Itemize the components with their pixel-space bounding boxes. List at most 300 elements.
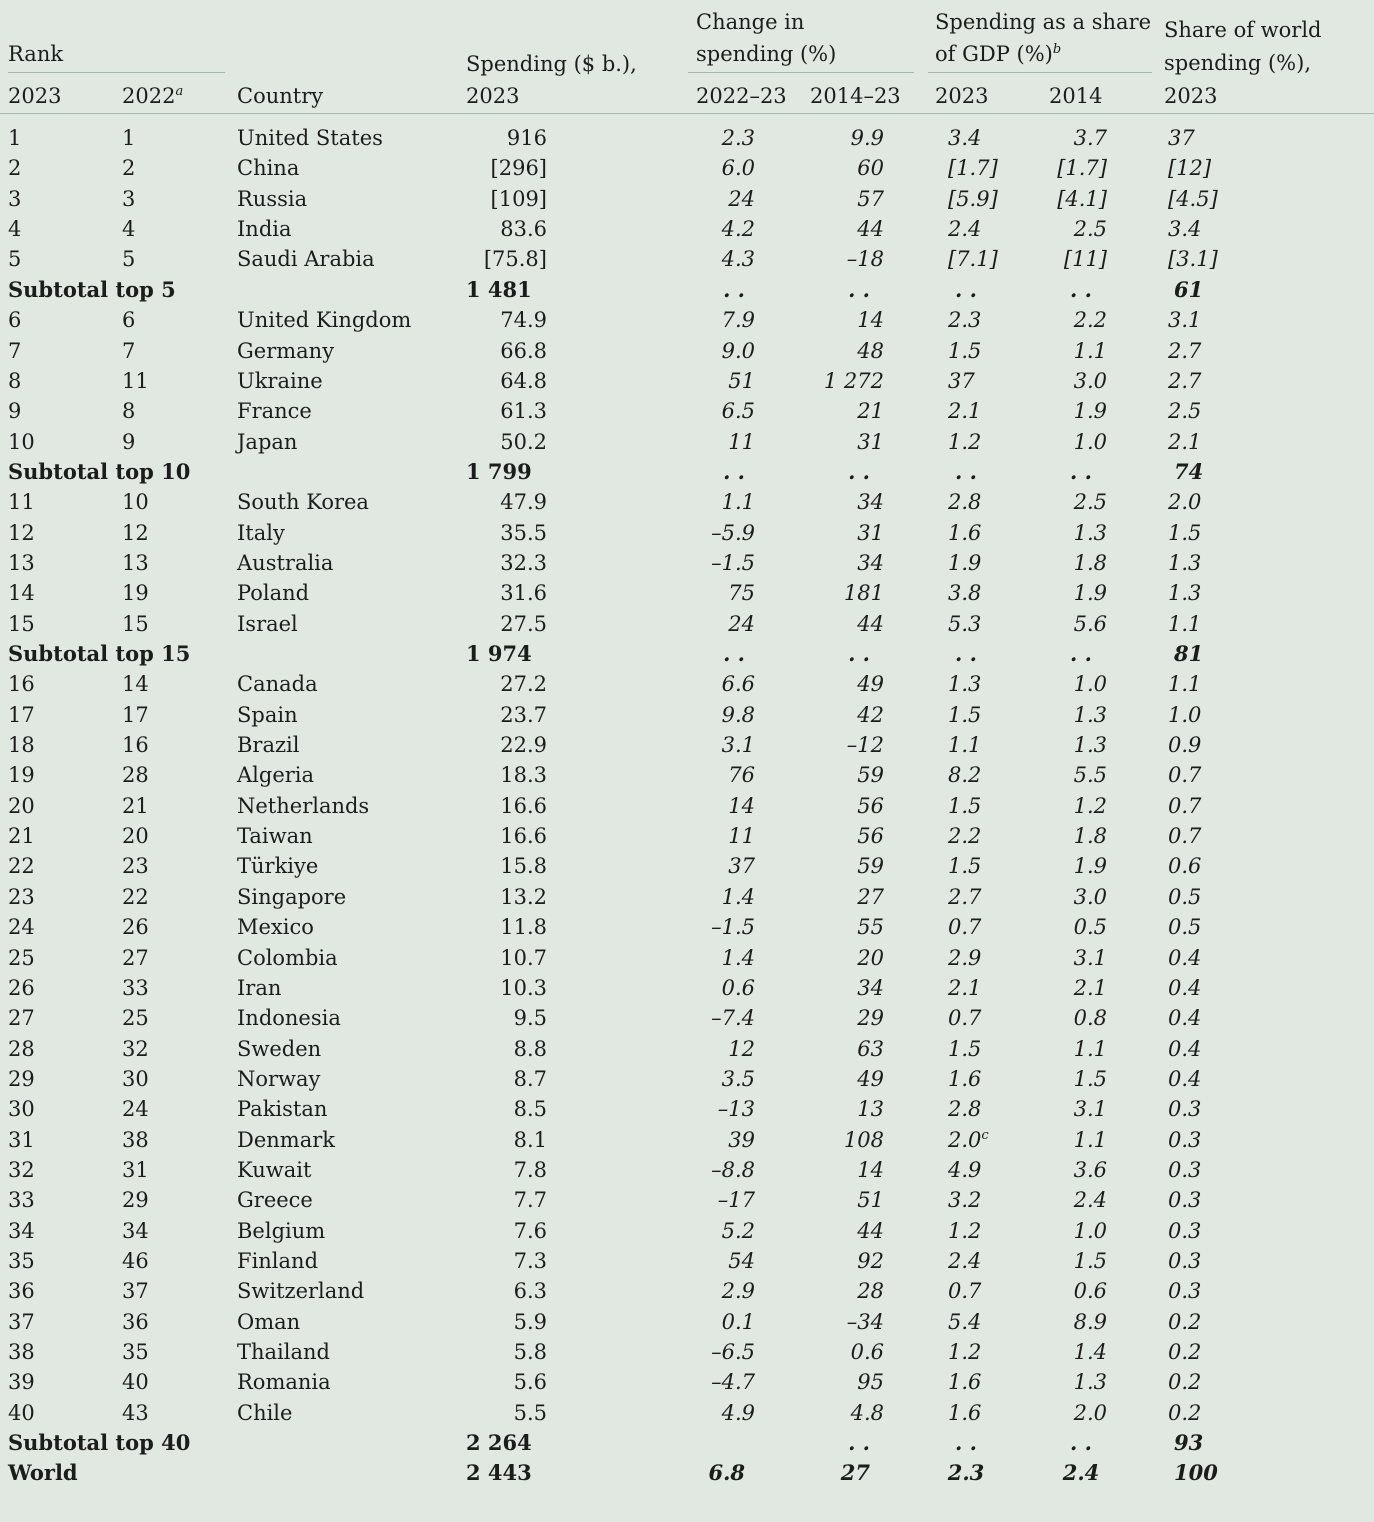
cell-gdp-2014 [990, 244, 1107, 274]
cell-change-2022-23-text: 39 [728, 1127, 755, 1152]
cell-world-share-text: 0.3 [1168, 1127, 1202, 1152]
cell-gdp-2023-text: [1.7] [948, 156, 998, 181]
cell-change-2014-23-text: 34 [857, 490, 884, 515]
cell-rank-2023-text: 5 [8, 247, 22, 272]
cell-rank-2023 [8, 184, 108, 214]
cell-rank-2023-text: 10 [8, 429, 35, 454]
cell-change-2022-23-text: 1.1 [721, 490, 755, 515]
cell-world-share [1168, 821, 1268, 851]
cell-rank-2022 [122, 578, 222, 608]
cell-rank-2023 [8, 1094, 108, 1124]
cell-gdp-2014-text: 1.3 [1073, 1370, 1107, 1395]
header-change-2022-23: 2022–23 [696, 84, 787, 108]
table-row [0, 1276, 1374, 1306]
cell-gdp-2023-text: 3.8 [948, 581, 982, 606]
cell-change-2014-23-text: 51 [857, 1188, 884, 1213]
cell-rank-2022-text: 12 [122, 520, 149, 545]
cell-rank-2023 [8, 1307, 108, 1337]
cell-change-2014-23 [770, 184, 884, 214]
cell-gdp-2023-text: 8.2 [948, 763, 982, 788]
cell-country-text: Greece [237, 1188, 313, 1213]
cell-gdp-2023-text: 0.7 [948, 915, 982, 940]
cell-rank-2022 [122, 1125, 222, 1155]
cell-change-2014-23 [770, 1276, 884, 1306]
cell-gdp-2023-text: 2.7 [948, 884, 982, 909]
cell-change-2022-23 [640, 1034, 755, 1064]
cell-country-text: Singapore [237, 884, 347, 909]
cell-rank-2023 [8, 123, 108, 153]
cell-gdp-2014-text: 1.8 [1073, 824, 1107, 849]
cell-rank-2023-text: 2 [8, 156, 22, 181]
cell-change-2014-23-text: 4.8 [850, 1400, 884, 1425]
cell-change-2014-23 [770, 669, 884, 699]
cell-rank-2023 [8, 760, 108, 790]
cell-gdp-2023-text: 0.7 [948, 1279, 982, 1304]
cell-world-share-text: 0.2 [1168, 1340, 1202, 1364]
table-row [0, 548, 1374, 578]
cell-spending [466, 1458, 586, 1488]
cell-gdp-2014-text: 3.7 [1073, 126, 1107, 150]
cell-change-2014-23 [770, 1337, 884, 1367]
cell-rank-2022-text: 37 [122, 1279, 149, 1304]
cell-subtotal-label [8, 639, 408, 669]
cell-change-2022-23-text: . . [723, 641, 745, 666]
cell-rank-2022-text: 43 [122, 1400, 149, 1425]
cell-rank-2023-text: 8 [8, 368, 22, 393]
cell-subtotal-label [8, 275, 408, 305]
cell-change-2022-23 [640, 700, 755, 730]
cell-rank-2022-text: 17 [122, 702, 149, 727]
cell-change-2022-23 [640, 1276, 755, 1306]
cell-rank-2023 [8, 821, 108, 851]
table-row [0, 153, 1374, 183]
cell-spending [400, 1398, 547, 1428]
cell-gdp-2023-text: 4.9 [948, 1157, 982, 1182]
cell-world-share-text: 93 [1174, 1430, 1204, 1455]
cell-change-2022-23-text: 6.0 [721, 156, 755, 181]
cell-world-share-text: 0.2 [1168, 1400, 1202, 1425]
cell-change-2022-23-text: 4.9 [721, 1400, 755, 1425]
cell-gdp-2014-text: 1.2 [1073, 793, 1107, 818]
cell-gdp-2014-text: 1.4 [1073, 1340, 1107, 1364]
cell-gdp-2023 [940, 457, 992, 487]
cell-rank-2022 [122, 548, 222, 578]
cell-rank-2022-text: 46 [122, 1249, 149, 1273]
cell-spending [400, 1307, 547, 1337]
cell-spending [400, 366, 547, 396]
cell-gdp-2014-text: 1.9 [1073, 581, 1107, 606]
cell-world-share-text: 0.4 [1168, 945, 1202, 970]
cell-change-2014-23 [770, 244, 884, 274]
cell-country-text: Mexico [237, 915, 314, 940]
table-row [0, 821, 1374, 851]
cell-change-2014-23 [770, 609, 884, 639]
cell-rank-2023 [8, 487, 108, 517]
cell-change-2022-23 [640, 1094, 755, 1124]
cell-gdp-2014 [990, 1367, 1107, 1397]
cell-change-2022-23-text: 37 [728, 854, 755, 879]
table-row [0, 882, 1374, 912]
cell-change-2014-23-text: 48 [857, 338, 884, 363]
table-row [0, 123, 1374, 153]
cell-world-share-text: 1.3 [1168, 550, 1202, 575]
cell-world-share-text: 0.4 [1168, 1066, 1202, 1091]
cell-world-share [1168, 943, 1268, 973]
cell-rank-2022-text: 31 [122, 1157, 149, 1182]
cell-rank-2023 [8, 851, 108, 881]
cell-change-2022-23-text: 24 [728, 611, 755, 636]
header-spending-line1: Spending ($ b.), [466, 52, 637, 76]
cell-rank-2022 [122, 518, 222, 548]
cell-change-2014-23 [770, 1398, 884, 1428]
cell-change-2014-23-text: 42 [857, 702, 884, 727]
cell-gdp-2014 [1055, 1428, 1107, 1458]
cell-spending-text: 10.7 [500, 945, 547, 970]
cell-rank-2023-text: 3 [8, 186, 22, 211]
cell-rank-2023 [8, 1155, 108, 1185]
cell-change-2022-23-text: –13 [717, 1097, 755, 1122]
cell-gdp-2014 [1055, 639, 1107, 669]
table-row [0, 427, 1374, 457]
cell-change-2022-23-text: –7.4 [711, 1006, 755, 1031]
cell-world-share [1168, 1094, 1268, 1124]
cell-change-2022-23 [640, 1246, 755, 1276]
cell-country-text: South Korea [237, 490, 369, 515]
cell-rank-2023-text: 23 [8, 884, 35, 909]
cell-gdp-2014-text: 3.1 [1073, 945, 1107, 970]
cell-spending [400, 1276, 547, 1306]
cell-change-2022-23-text: 6.5 [721, 399, 755, 424]
cell-world-share [1168, 1216, 1268, 1246]
cell-gdp-2014 [990, 1398, 1107, 1428]
cell-gdp-2023-text: 1.5 [948, 1036, 982, 1061]
cell-rank-2023 [8, 1185, 108, 1215]
cell-country-text: Kuwait [237, 1157, 312, 1182]
cell-world-share-text: 2.0 [1168, 490, 1202, 515]
header-world-line1: Share of world [1164, 18, 1322, 42]
cell-world-share-text: 2.1 [1168, 429, 1202, 454]
cell-spending [400, 396, 547, 426]
cell-change-2014-23-text: 44 [857, 611, 884, 636]
header-rank-2022: 2022$^a$ [122, 84, 184, 108]
cell-spending-text: 27.5 [500, 611, 547, 636]
cell-spending [400, 1155, 547, 1185]
table-row [0, 700, 1374, 730]
cell-world-share [1168, 305, 1268, 335]
cell-spending-text: 7.8 [513, 1157, 547, 1182]
table-row [0, 943, 1374, 973]
cell-spending [400, 153, 547, 183]
cell-gdp-2014 [990, 1246, 1107, 1276]
table-row [0, 791, 1374, 821]
cell-change-2022-23-text: –8.8 [711, 1157, 755, 1182]
cell-country-text: Spain [237, 702, 298, 727]
cell-change-2022-23-text: 0.1 [721, 1309, 755, 1334]
cell-gdp-2023-text: 2.9 [948, 945, 982, 970]
cell-gdp-2023 [940, 275, 992, 305]
cell-change-2022-23 [640, 366, 755, 396]
cell-rank-2022 [122, 700, 222, 730]
cell-rank-2023-text: 27 [8, 1006, 35, 1031]
cell-change-2022-23-text: –6.5 [711, 1340, 755, 1364]
cell-world-share [1174, 639, 1274, 669]
cell-rank-2023-text: 13 [8, 550, 35, 575]
cell-world-share-text: 0.3 [1168, 1188, 1202, 1213]
table-row [0, 1337, 1374, 1367]
cell-gdp-2023-text: 1.6 [948, 520, 982, 545]
cell-country-text: Russia [237, 186, 308, 211]
cell-gdp-2014-text: 1.5 [1073, 1249, 1107, 1273]
header-world-line3: 2023 [1164, 84, 1218, 108]
cell-world-share-text: 0.7 [1168, 824, 1202, 849]
table-row [0, 1307, 1374, 1337]
cell-gdp-2014 [990, 427, 1107, 457]
cell-gdp-2023 [940, 1458, 992, 1488]
cell-change-2014-23-text: 55 [857, 915, 884, 940]
cell-world-share-text: 0.3 [1168, 1097, 1202, 1122]
cell-spending-text: 2 443 [466, 1460, 532, 1486]
cell-gdp-2014-text: . . [1070, 641, 1092, 666]
cell-rank-2023-text: 20 [8, 793, 35, 818]
cell-change-2014-23-text: 56 [857, 793, 884, 818]
cell-spending [400, 730, 547, 760]
cell-spending-text: 7.6 [513, 1218, 547, 1243]
cell-rank-2023-text: 21 [8, 824, 35, 849]
cell-change-2022-23 [640, 730, 755, 760]
cell-change-2022-23 [640, 487, 755, 517]
cell-gdp-2023-text: [7.1] [948, 247, 998, 272]
cell-spending [466, 1428, 586, 1458]
cell-spending-text: 9.5 [513, 1006, 547, 1031]
cell-change-2014-23 [770, 943, 884, 973]
cell-rank-2023 [8, 912, 108, 942]
cell-world-share [1168, 760, 1268, 790]
cell-spending [400, 760, 547, 790]
table-row [0, 851, 1374, 881]
cell-rank-2023 [8, 305, 108, 335]
cell-world-share-text: 3.1 [1168, 308, 1202, 333]
cell-change-2022-23 [640, 821, 755, 851]
cell-gdp-2014 [990, 700, 1107, 730]
cell-rank-2022-text: 22 [122, 884, 149, 909]
cell-world-share [1168, 1367, 1268, 1397]
cell-rank-2022-text: 1 [122, 126, 136, 150]
cell-world-share [1168, 1246, 1268, 1276]
cell-change-2014-23-text: . . [848, 276, 870, 302]
cell-spending [400, 609, 547, 639]
cell-gdp-2023-text: 1.6 [948, 1400, 982, 1425]
cell-change-2022-23 [640, 669, 755, 699]
cell-spending [400, 973, 547, 1003]
cell-gdp-2014-text: 1.1 [1073, 1127, 1107, 1152]
table-row [0, 487, 1374, 517]
cell-gdp-2014-text: 1.1 [1073, 1036, 1107, 1061]
cell-rank-2022-text: 30 [122, 1066, 149, 1091]
cell-change-2022-23-text: 4.2 [721, 217, 755, 242]
cell-gdp-2014 [990, 578, 1107, 608]
cell-gdp-2023-text: 2.3 [947, 1460, 985, 1486]
cell-world-share-text: [4.5] [1168, 186, 1218, 211]
cell-gdp-2014 [1055, 275, 1107, 305]
cell-spending [400, 943, 547, 973]
cell-rank-2022-text: 19 [122, 581, 149, 606]
cell-rank-2022-text: 11 [122, 368, 149, 393]
cell-spending [400, 1367, 547, 1397]
cell-change-2022-23-text: 9.0 [721, 338, 755, 363]
cell-gdp-2014 [990, 1034, 1107, 1064]
cell-gdp-2014 [990, 487, 1107, 517]
cell-spending-text: 8.1 [513, 1127, 547, 1152]
cell-world-share [1168, 1185, 1268, 1215]
cell-gdp-2014 [990, 1276, 1107, 1306]
table-row [0, 1094, 1374, 1124]
cell-rank-2023 [8, 730, 108, 760]
cell-gdp-2014 [990, 1125, 1107, 1155]
cell-rank-2022 [122, 1367, 222, 1397]
cell-world-share-text: 0.7 [1168, 793, 1202, 818]
cell-world-share [1168, 153, 1268, 183]
cell-change-2014-23-text: 60 [857, 156, 884, 181]
cell-rank-2023-text: 18 [8, 733, 35, 757]
cell-change-2014-23-text: 28 [857, 1279, 884, 1304]
cell-change-2022-23 [640, 1307, 755, 1337]
cell-country-text: Algeria [237, 763, 315, 788]
cell-rank-2023 [8, 1064, 108, 1094]
cell-gdp-2014 [990, 305, 1107, 335]
cell-change-2022-23 [640, 457, 745, 487]
cell-world-share [1174, 275, 1274, 305]
cell-change-2014-23-text: 1 272 [823, 368, 884, 393]
cell-rank-2022 [122, 1003, 222, 1033]
cell-change-2014-23 [770, 578, 884, 608]
subtotal-row [0, 275, 1374, 305]
cell-world-share [1174, 457, 1274, 487]
cell-world-share [1168, 1064, 1268, 1094]
cell-change-2014-23-text: 0.6 [850, 1340, 884, 1364]
cell-rank-2022-text: 25 [122, 1006, 149, 1031]
cell-rank-2022-text: 14 [122, 672, 149, 697]
cell-gdp-2014-text: 2.4 [1062, 1460, 1100, 1486]
cell-world-share [1168, 1003, 1268, 1033]
cell-gdp-2014-text: 3.1 [1073, 1097, 1107, 1122]
cell-change-2014-23 [770, 791, 884, 821]
cell-spending-text: 916 [506, 126, 547, 150]
cell-change-2014-23-text: 44 [857, 1218, 884, 1243]
cell-rank-2022 [122, 153, 222, 183]
cell-change-2014-23-text: 27 [857, 884, 884, 909]
cell-country-text: Netherlands [237, 793, 370, 818]
cell-world-share [1174, 1458, 1274, 1488]
cell-world-share-text: 0.4 [1168, 1006, 1202, 1031]
cell-rank-2023-text: 4 [8, 217, 22, 242]
cell-gdp-2014 [990, 184, 1107, 214]
cell-world-share [1168, 973, 1268, 1003]
cell-spending [400, 1337, 547, 1367]
cell-world-share [1168, 427, 1268, 457]
cell-spending-text: 31.6 [500, 581, 547, 606]
cell-change-2014-23-text: 14 [857, 308, 884, 333]
cell-gdp-2014 [1055, 457, 1107, 487]
cell-rank-2022-text: 33 [122, 975, 149, 1000]
cell-change-2014-23 [770, 730, 884, 760]
cell-world-share [1168, 487, 1268, 517]
cell-change-2022-23-text: 7.9 [721, 308, 755, 333]
cell-rank-2023-text: 24 [8, 915, 35, 940]
header-change-line2: spending (%) [696, 42, 837, 66]
header-bottom-rule [0, 113, 1374, 114]
cell-country-text: Germany [237, 338, 335, 363]
cell-gdp-2023-text: 5.4 [948, 1309, 982, 1334]
cell-rank-2023-text: 22 [8, 854, 35, 879]
cell-change-2014-23-text: 27 [840, 1460, 870, 1486]
cell-gdp-2014 [990, 1064, 1107, 1094]
cell-change-2022-23 [640, 1064, 755, 1094]
cell-change-2022-23 [640, 336, 755, 366]
table-row [0, 609, 1374, 639]
cell-change-2014-23 [770, 123, 884, 153]
cell-gdp-2014 [990, 518, 1107, 548]
cell-spending [400, 669, 547, 699]
cell-gdp-2023-text: 1.5 [948, 793, 982, 818]
cell-rank-2022-text: 27 [122, 945, 149, 970]
cell-change-2014-23-text: 181 [843, 581, 884, 606]
cell-world-share-text: [3.1] [1168, 247, 1218, 272]
cell-rank-2023 [8, 1337, 108, 1367]
cell-gdp-2014-text: 3.0 [1073, 884, 1107, 909]
cell-gdp-2014 [990, 609, 1107, 639]
cell-spending [400, 336, 547, 366]
cell-world-share-text: 0.3 [1168, 1279, 1202, 1304]
cell-rank-2022 [122, 1216, 222, 1246]
cell-gdp-2014-text: 1.1 [1073, 338, 1107, 363]
cell-change-2014-23 [770, 912, 884, 942]
cell-spending-text: 66.8 [500, 338, 547, 363]
cell-country-text: Denmark [237, 1127, 335, 1152]
cell-change-2014-23 [770, 851, 884, 881]
cell-spending-text: [75.8] [483, 247, 547, 272]
cell-change-2014-23-text: 21 [857, 399, 884, 424]
cell-rank-2023-text: 12 [8, 520, 35, 545]
cell-gdp-2023 [940, 1428, 992, 1458]
cell-rank-2023-text: 37 [8, 1309, 35, 1334]
cell-gdp-2023-text: 2.8 [948, 1097, 982, 1122]
cell-gdp-2014-text: 0.6 [1073, 1279, 1107, 1304]
cell-spending-text: 7.7 [513, 1188, 547, 1213]
cell-change-2022-23-text: 3.1 [721, 733, 755, 757]
cell-gdp-2023-text: [5.9] [948, 186, 998, 211]
cell-rank-2023 [8, 1216, 108, 1246]
cell-rank-2022-text: 26 [122, 915, 149, 940]
cell-country-text: United Kingdom [237, 308, 412, 333]
cell-change-2022-23-text: . . [723, 458, 745, 484]
cell-change-2014-23 [770, 336, 884, 366]
cell-change-2022-23-text: –5.9 [711, 520, 755, 545]
cell-rank-2023 [8, 336, 108, 366]
cell-spending [400, 882, 547, 912]
cell-spending [466, 457, 586, 487]
cell-change-2014-23 [770, 1458, 870, 1488]
cell-country-text: Türkiye [237, 854, 319, 879]
cell-gdp-2014-text: 1.8 [1073, 550, 1107, 575]
cell-change-2022-23-text: 4.3 [721, 247, 755, 272]
cell-gdp-2023-text: 2.0 [948, 1127, 982, 1152]
cell-rank-2022-text: 13 [122, 550, 149, 575]
cell-country-text: Pakistan [237, 1097, 328, 1122]
cell-rank-2022-text: 5 [122, 247, 136, 272]
table-row [0, 1003, 1374, 1033]
cell-change-2022-23 [640, 1003, 755, 1033]
cell-country-text: Poland [237, 581, 310, 606]
